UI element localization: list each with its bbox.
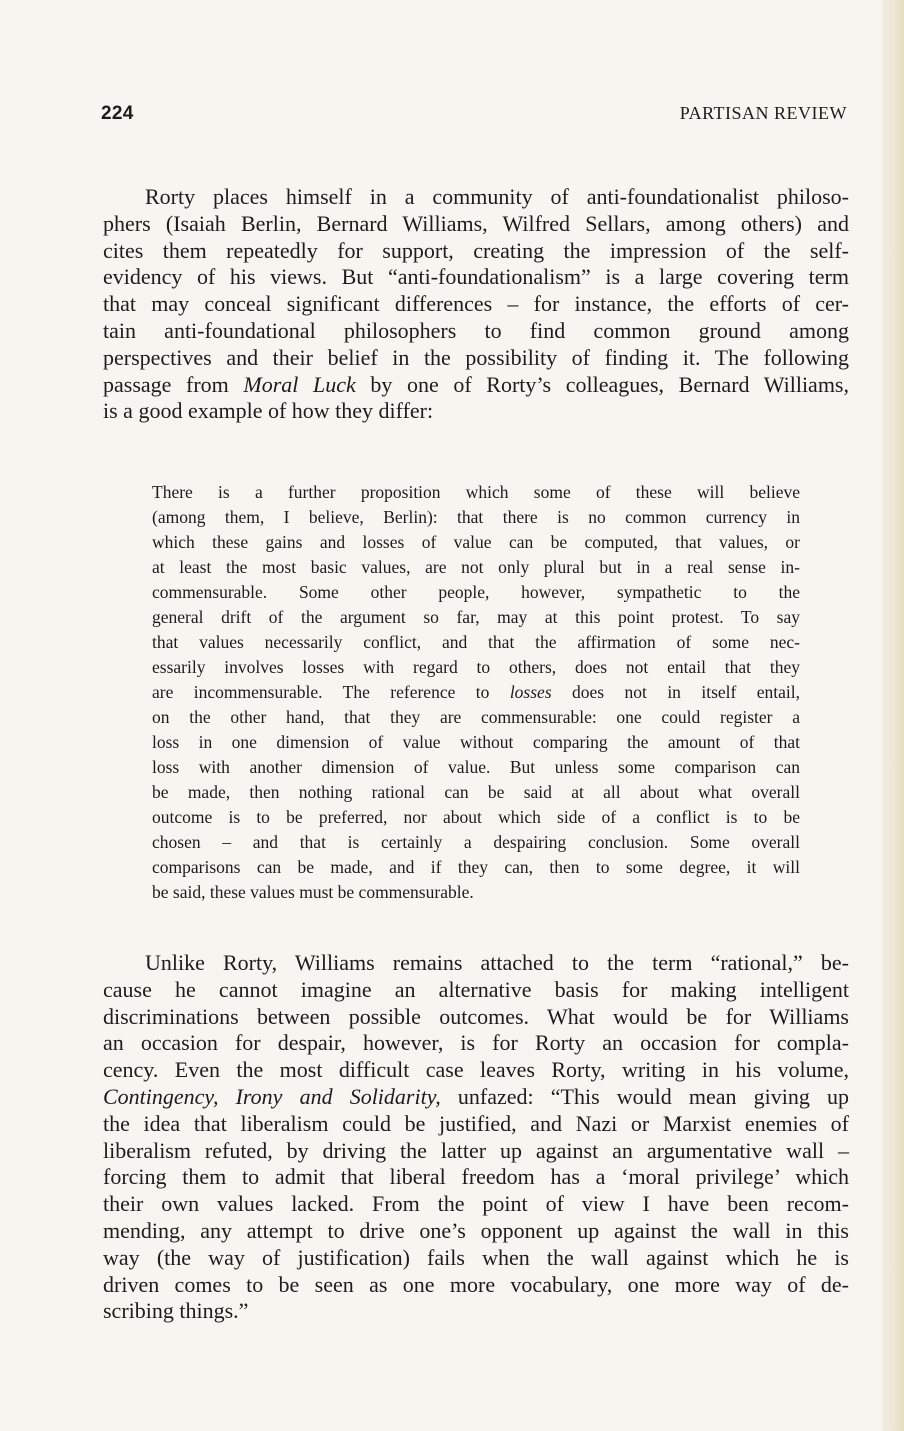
text-line: cause he cannot imagine an alternative basis for making intelligent — [103, 976, 849, 1002]
text-run: unfazed: “This would mean giving up — [440, 1083, 849, 1109]
text-line: way (the way of justification) fails when the wall against which he is — [103, 1244, 849, 1270]
text-line: phers (Isaiah Berlin, Bernard Williams, Wilfred Sellars, among others) and — [103, 210, 849, 236]
page-edge-shadow — [882, 0, 904, 1431]
text-line: forcing them to admit that liberal freedom has a ‘moral privilege’ which — [103, 1164, 849, 1190]
block-quote — [152, 480, 800, 905]
text-line: that may conceal significant differences – for instance, the efforts of cer- — [103, 291, 849, 317]
quote-line: essarily involves losses with regard to others, does not entail that they — [152, 657, 800, 677]
text-line: mending, any attempt to drive one’s opponent up against the wall in this — [103, 1217, 849, 1243]
quote-line: which these gains and losses of value can be computed, that values, or — [152, 532, 800, 552]
text-run: are incommensurable. The reference to — [152, 682, 510, 702]
text-line: tain anti-foundational philosophers to find common ground among — [103, 317, 849, 343]
text-line: Unlike Rorty, Williams remains attached to the term “rational,” be- — [145, 950, 849, 975]
text-line — [103, 1084, 849, 1111]
text-run: by one of Rorty’s colleagues, Bernard Williams, — [355, 371, 849, 397]
quote-line: comparisons can be made, and if they can, then to some degree, it will — [152, 857, 800, 877]
text-line: the idea that liberalism could be justified, and Nazi or Marxist enemies of — [103, 1110, 849, 1136]
quote-line: general drift of the argument so far, may at this point protest. To say — [152, 607, 800, 627]
paragraph-1 — [103, 184, 849, 425]
quote-line: commensurable. Some other people, however, sympathetic to the — [152, 582, 800, 602]
quote-line: (among them, I believe, Berlin): that there is no common currency in — [152, 507, 800, 527]
quote-line: be made, then nothing rational can be said at all about what overall — [152, 782, 800, 802]
quote-line: loss with another dimension of value. But unless some comparison can — [152, 757, 800, 777]
quote-line: outcome is to be preferred, nor about which side of a conflict is to be — [152, 807, 800, 827]
quote-line: There is a further proposition which some of these will believe — [152, 482, 800, 502]
text-line — [103, 372, 849, 399]
text-line: an occasion for despair, however, is for Rorty an occasion for compla- — [103, 1030, 849, 1056]
text-line: discriminations between possible outcomes. What would be for Williams — [103, 1003, 849, 1029]
paragraph-2 — [103, 950, 849, 1325]
text-line: Rorty places himself in a community of anti-foundationalist philoso- — [145, 184, 849, 209]
running-head — [101, 103, 847, 133]
text-run: does not in itself entail, — [551, 682, 801, 702]
text-line: scribing things.” — [103, 1298, 249, 1324]
quote-line: be said, these values must be commensurable. — [152, 882, 474, 902]
quote-line: chosen – and that is certainly a despairing conclusion. Some overall — [152, 832, 800, 852]
text-line: evidency of his views. But “anti-foundationalism” is a large covering term — [103, 264, 849, 290]
quote-line — [152, 680, 800, 705]
text-line: driven comes to be seen as one more vocabulary, one more way of de- — [103, 1271, 849, 1297]
page-number: 224 — [101, 103, 134, 124]
quote-line: that values necessarily conflict, and that the affirmation of some nec- — [152, 632, 800, 652]
journal-title: PARTISAN REVIEW — [679, 103, 847, 123]
text-run: passage from — [103, 371, 244, 397]
text-line: their own values lacked. From the point of view I have been recom- — [103, 1191, 849, 1217]
text-line: perspectives and their belief in the possibility of finding it. The following — [103, 344, 849, 370]
emphasis-losses: losses — [509, 682, 552, 702]
text-line: cites them repeatedly for support, creating the impression of the self- — [103, 237, 849, 263]
quote-line: on the other hand, that they are commensurable: one could register a — [152, 707, 800, 727]
text-line: liberalism refuted, by driving the latter up against an argumentative wall – — [103, 1137, 849, 1163]
book-title-moral-luck: Moral Luck — [243, 371, 356, 397]
text-line: cency. Even the most difficult case leaves Rorty, writing in his volume, — [103, 1057, 849, 1083]
book-title-contingency: Contingency, Irony and Solidarity, — [103, 1083, 441, 1109]
text-line: is a good example of how they differ: — [103, 398, 434, 424]
quote-line: at least the most basic values, are not only plural but in a real sense in- — [152, 557, 800, 577]
quote-line: loss in one dimension of value without comparing the amount of that — [152, 732, 800, 752]
